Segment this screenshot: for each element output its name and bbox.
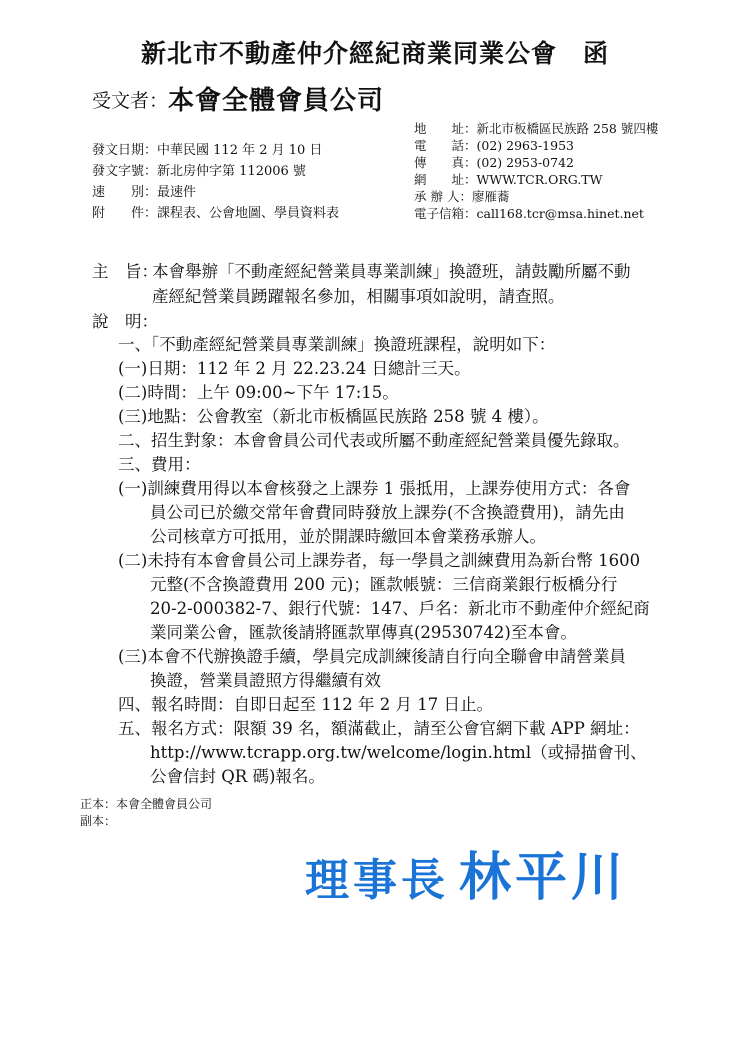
explanation-line: 三、費用：	[118, 455, 201, 474]
contact-value: call168.tcr@msa.hinet.net	[476, 206, 644, 221]
contact-label: 承 辦 人：	[414, 189, 472, 204]
explanation-line: 20-2-000382-7、銀行代號：147、戶名：新北市不動產仲介經紀商	[150, 599, 650, 618]
signature-title: 理事長	[305, 855, 449, 906]
explanation-line: 五、報名方式：限額 39 名，額滿截止，請至公會官網下載 APP 網址：	[118, 719, 640, 738]
meta-speed	[92, 181, 196, 200]
explanation-line: (一)訓練費用得以本會核發之上課券 1 張抵用，上課券使用方式：各會	[118, 479, 631, 498]
explanation-line: 元整(不含換證費用 200 元)；匯款帳號：三信商業銀行板橋分行	[150, 575, 618, 594]
signature-name: 林平川	[459, 848, 628, 908]
explanation-line: http://www.tcrapp.org.tw/welcome/login.html（或掃描會刊、	[150, 743, 647, 762]
recipient-label: 受文者：	[92, 90, 169, 112]
explanation-line: 業同業公會，匯款後請將匯款單傳真(29530742)至本會。	[150, 623, 577, 642]
explanation-line: 一、「不動產經紀營業員專業訓練」換證班課程，說明如下：	[118, 335, 556, 354]
explanation-label: 說 明：	[92, 312, 158, 331]
contact-label: 網 址：	[414, 172, 477, 187]
explanation-line: (二)未持有本會會員公司上課券者，每一學員之訓練費用為新台幣 1600	[118, 551, 641, 570]
contact-label: 電子信箱：	[414, 206, 477, 221]
subject-label: 主 旨：	[92, 262, 158, 281]
contact-phone	[414, 136, 574, 154]
contact-value: (02) 2953-0742	[476, 155, 574, 170]
contact-fax	[414, 153, 574, 171]
explanation-line: 公司核章方可抵用，並於開課時繳回本會業務承辦人。	[150, 527, 546, 546]
chairman-signature	[305, 835, 627, 910]
contact-value: WWW.TCR.ORG.TW	[476, 172, 603, 187]
copy-recipient: 副本：	[80, 814, 117, 828]
meta-label: 發文字號：	[92, 164, 158, 179]
contact-email	[414, 204, 644, 222]
contact-website	[414, 170, 603, 188]
meta-value: 課程表、公會地圖、學員資料表	[157, 206, 340, 221]
meta-label: 附 件：	[92, 206, 158, 221]
recipient-name: 本會全體會員公司	[168, 86, 385, 116]
subject-line: 本會舉辦「不動產經紀營業員專業訓練」換證班，請鼓勵所屬不動	[152, 262, 631, 281]
meta-label: 速 別：	[92, 185, 158, 200]
meta-value: 最速件	[157, 185, 197, 200]
contact-value: 新北市板橋區民族路 258 號四樓	[476, 121, 659, 136]
explanation-line: 員公司已於繳交常年會費同時發放上課券(不含換證費用)，請先由	[150, 503, 625, 522]
meta-label: 發文日期：	[92, 143, 158, 158]
contact-handler	[414, 187, 509, 205]
meta-date	[92, 139, 322, 158]
meta-value: 新北房仲字第 112006 號	[157, 164, 306, 179]
document-title: 新北市不動產仲介經紀商業同業公會 函	[140, 39, 609, 68]
explanation-line: (二)時間：上午 09:00~下午 17:15。	[118, 383, 399, 402]
contact-value: 廖雁蕎	[471, 189, 510, 204]
contact-address	[414, 119, 658, 137]
explanation-line: (三)本會不代辦換證手續，學員完成訓練後請自行向全聯會申請營業員	[118, 647, 626, 666]
contact-label: 傳 真：	[414, 155, 477, 170]
explanation-line: 四、報名時間：自即日起至 112 年 2 月 17 日止。	[118, 695, 493, 714]
meta-attachments	[92, 202, 339, 221]
meta-value: 中華民國 112 年 2 月 10 日	[157, 143, 323, 158]
contact-label: 地 址：	[414, 121, 477, 136]
explanation-line: 公會信封 QR 碼)報名。	[150, 767, 325, 786]
explanation-line: 二、招生對象：本會會員公司代表或所屬不動產經紀營業員優先錄取。	[118, 431, 630, 450]
contact-label: 電 話：	[414, 138, 477, 153]
subject-line: 產經紀營業員踴躍報名參加，相關事項如說明，請查照。	[152, 287, 565, 306]
original-recipient: 正本：本會全體會員公司	[80, 797, 213, 811]
explanation-line: 換證，營業員證照方得繼續有效	[150, 671, 381, 690]
explanation-line: (一)日期：112 年 2 月 22.23.24 日總計三天。	[118, 359, 471, 378]
contact-value: (02) 2963-1953	[476, 138, 574, 153]
explanation-line: (三)地點：公會教室（新北市板橋區民族路 258 號 4 樓）。	[118, 407, 549, 426]
meta-number	[92, 160, 306, 179]
